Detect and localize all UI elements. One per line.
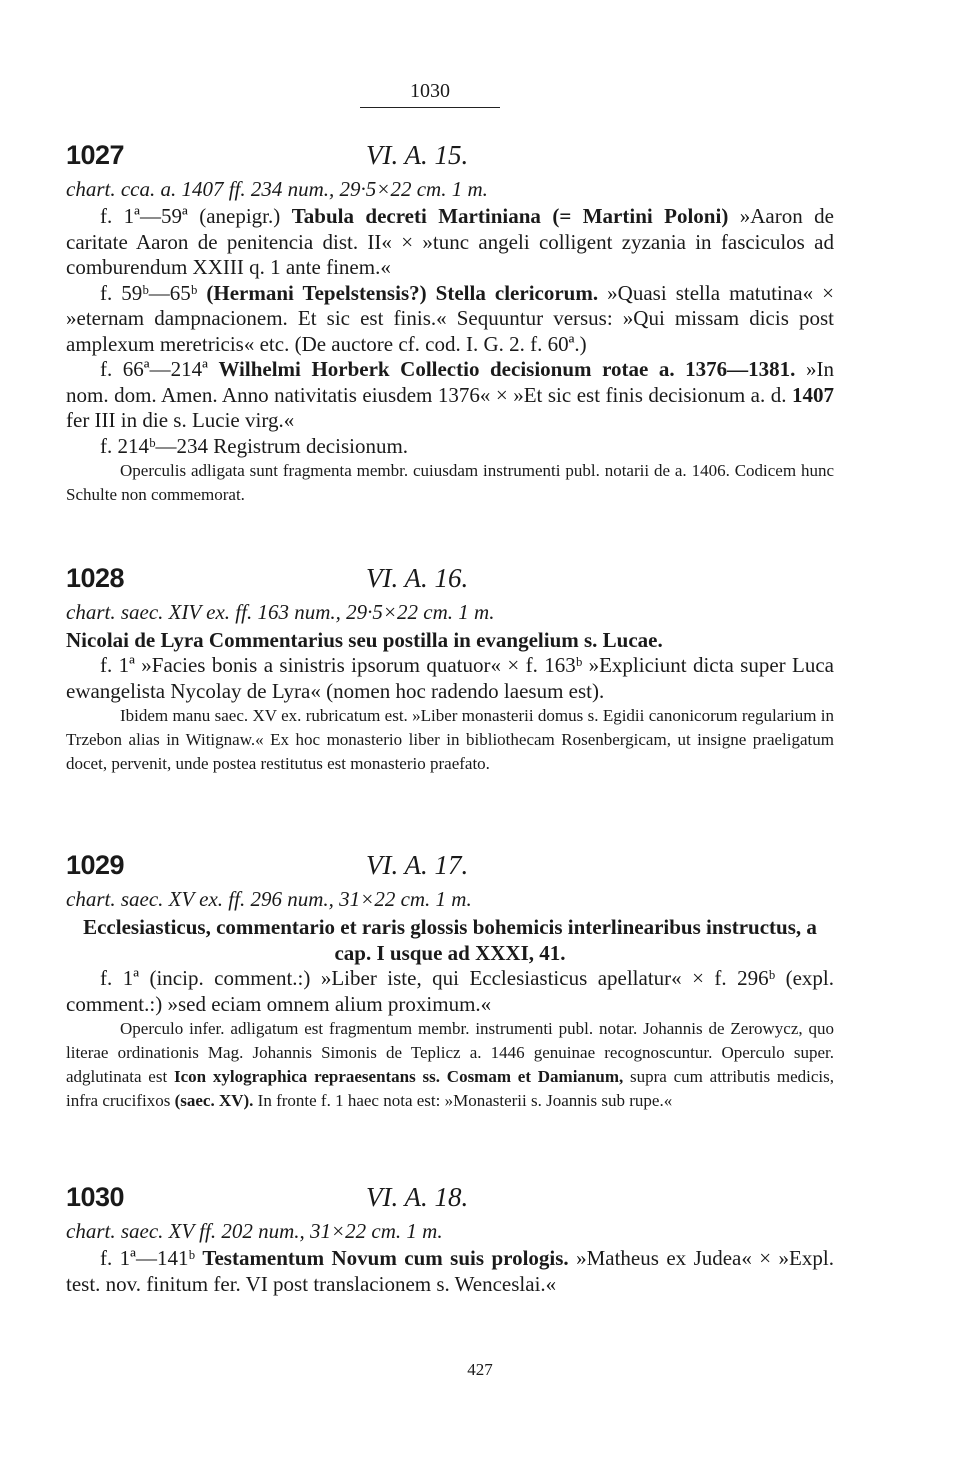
catalog-entry-1027 [66,140,834,507]
entry-number: 1029 [66,850,125,880]
entry-number: 1028 [66,563,125,593]
content-paragraph [66,357,834,434]
content-paragraph [66,653,834,704]
entry-header [66,140,834,174]
page-number: 427 [467,1360,493,1379]
shelf-signature: VI. A. 16. [366,563,469,593]
note-text: supra cum attributis medicis, infra crucifixos [66,1067,835,1110]
note-highlight: (saec. XV). [174,1091,254,1110]
physical-description: chart. saec. XIV ex. ff. 163 num., 29·5×22 cm. 1 m. [66,600,495,624]
folio-range: f. 66ª—214ª [100,357,219,381]
physical-description: chart. saec. XV ex. ff. 296 num., 31×22 cm. 1 m. [66,887,472,911]
folio-range: f. 1ª—141ᵇ [100,1246,203,1270]
entry-number: 1030 [66,1182,125,1212]
work-title: Nicolai de Lyra Commentarius seu postilla in evangelium s. Lucae. [66,628,663,652]
entry-header [66,1182,834,1216]
note-paragraph [66,704,834,776]
entry-header [66,563,834,597]
folio-text: f. 1ª (incip. comment.:) »Liber iste, qui Ecclesiasticus apellatur« × f. 296ᵇ (expl. comment.:) »sed eciam omnem alium proximum.« [66,966,834,1016]
note-paragraph [66,1017,834,1113]
work-title: Wilhelmi Horberk Collectio decisionum rotae a. 1376—1381. [218,357,796,381]
folio-range: f. 1ª—59ª (anepigr.) [100,204,292,228]
catalog-entry-1029 [66,850,834,1113]
folio-range: f. 59ᵇ—65ᵇ [100,280,207,305]
work-title: Ecclesiasticus, commentario et raris glossis bohemicis interlinearibus instructus, a cap. I usque ad XXXI, 41. [83,915,817,965]
incipit-explicit: »Matheus ex Judea« × »Expl. test. nov. finitum fer. VI post translacionem s. Wenceslai.« [66,1246,834,1296]
content-paragraph [66,1246,834,1297]
catalog-entry-1028 [66,563,834,776]
incipit-explicit: »Quasi stella matutina« × »eternam dampnacionem. Et sic est finis.« Sequuntur versus: »Qui missam dicis post amplexum meretricis« etc. (De auctore cf. cod. I. G. 2. f. 60ª.) [66,280,834,356]
content-paragraph [66,281,834,358]
content-paragraph [66,434,834,460]
shelf-signature: VI. A. 17. [366,850,469,880]
entry-number: 1027 [66,140,125,170]
year: 1407 [792,382,834,407]
note-paragraph [66,459,834,507]
physical-description: chart. saec. XV ff. 202 num., 31×22 cm. 1 m. [66,1219,443,1243]
note-highlight: Icon xylographica repraesentans ss. Cosmam et Damianum, [173,1067,624,1086]
incipit-explicit: »Aaron de caritate Aaron de penitencia dist. II« × »tunc angeli colligent zyzania in fasciculos ad comburendum XXIII q. 1 ante finem.« [66,204,834,279]
note-text: Ibidem manu saec. XV ex. rubricatum est. »Liber monasterii domus s. Egidii canonicorum regularium in Trzebon alias in Witignaw.« Ex hoc monasterio liber in bibliothecam Rosenbergicam, ut insigne praeligatum docet, pervenit, unde postea restitutus est monasterio praefato. [66,706,834,773]
folio-text: f. 214ᵇ—234 Registrum decisionum. [100,433,409,458]
note-text: Operculo infer. adligatum est fragmentum membr. instrumenti publ. notar. Johannis de Zerowycz, quo literae ordinationis Mag. Johannis Simonis de Teplicz a. 1446 genuinae recognoscuntur. Operculo super. adglutinata est [66,1019,834,1086]
entry-header [66,850,834,884]
incipit-explicit: fer III in die s. Lucie virg.« [66,408,295,432]
content-paragraph [66,204,834,281]
content-paragraph [66,966,834,1017]
running-head: 1030 [360,80,500,108]
shelf-signature: VI. A. 18. [366,1182,469,1212]
shelf-signature: VI. A. 15. [366,140,469,170]
work-title: (Hermani Tepelstensis?) Stella clericorum. [206,280,599,305]
work-title: Tabula decreti Martiniana (= Martini Poloni) [291,204,729,228]
catalog-entry-1030 [66,1182,834,1297]
note-text: In fronte f. 1 haec nota est: »Monasterii s. Joannis sub rupe.« [253,1091,673,1110]
note-text: Operculis adligata sunt fragmenta membr. cuiusdam instrumenti publ. notarii de a. 1406. Codicem hunc Schulte non commemorat. [66,461,834,504]
physical-description: chart. cca. a. 1407 ff. 234 num., 29·5×22 cm. 1 m. [66,177,488,201]
incipit-explicit: »In nom. dom. Amen. Anno nativitatis eiusdem 1376« × »Et sic est finis decisionum a. d. [66,357,834,407]
work-title: Testamentum Novum cum suis prologis. [202,1246,569,1270]
folio-text: f. 1ª »Facies bonis a sinistris ipsorum quatuor« × f. 163ᵇ »Expliciunt dicta super Luca ewangelista Nycolay de Lyra« (nomen hoc radendo laesum est). [66,653,834,703]
